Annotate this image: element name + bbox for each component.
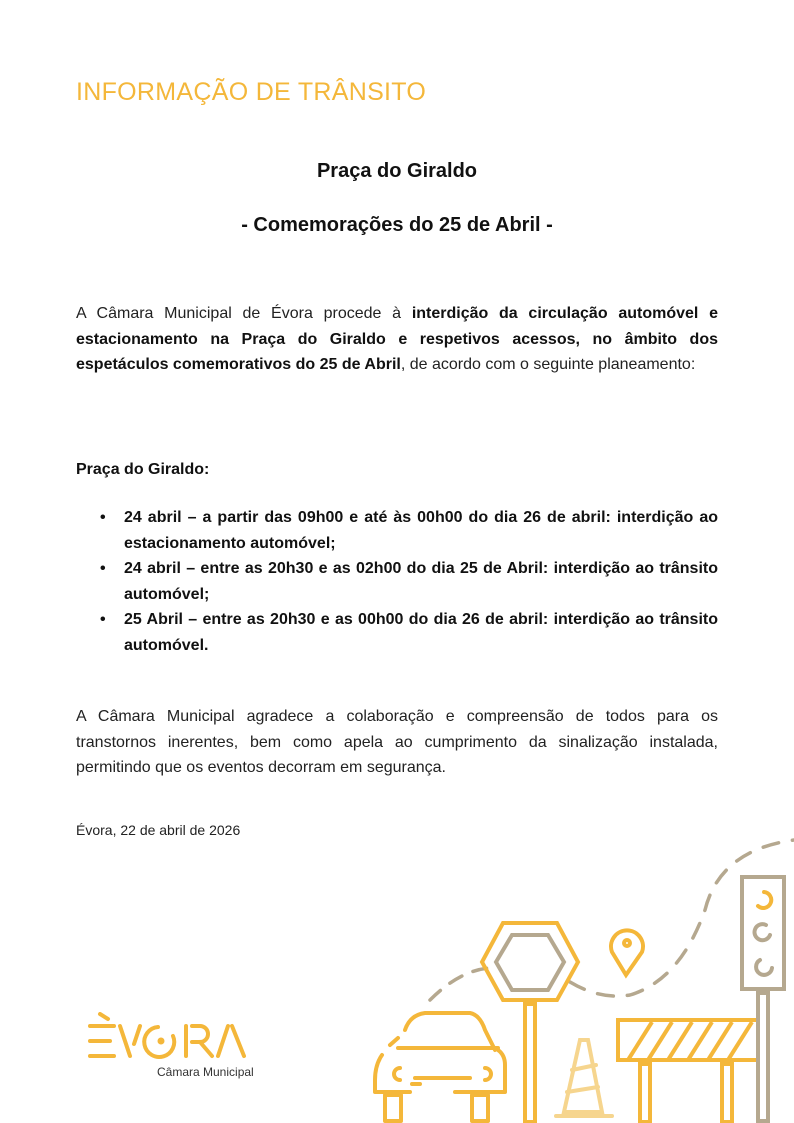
- intro-paragraph: [76, 301, 718, 378]
- schedule-item-text: 24 abril – a partir das 09h00 e até às 00h00 do dia 26 de abril: interdição ao estacionamento automóvel;: [124, 509, 718, 552]
- car-icon: [375, 1013, 505, 1121]
- schedule-item-text: 24 abril – entre as 20h30 e as 02h00 do dia 25 de Abril: interdição ao trânsito automóvel;: [124, 560, 718, 603]
- schedule-item-text: 25 Abril – entre as 20h30 e as 00h00 do dia 26 de abril: interdição ao trânsito automóvel.: [124, 611, 718, 654]
- closing-paragraph: A Câmara Municipal agradece a colaboração e compreensão de todos para os transtornos inerentes, bem como apela ao cumprimento da sinalização instalada, permitindo que os eventos decorram em segurança.: [76, 708, 718, 776]
- page-header-title: INFORMAÇÃO DE TRÂNSITO: [76, 78, 427, 106]
- schedule-item: [100, 505, 718, 556]
- traffic-light-icon: [742, 877, 784, 1121]
- bullet-icon: •: [100, 611, 106, 628]
- traffic-illustration: [360, 830, 794, 1123]
- bullet-icon: •: [100, 560, 106, 577]
- schedule-item: [100, 607, 718, 658]
- schedule-label: Praça do Giraldo:: [76, 461, 210, 478]
- bullet-icon: •: [100, 509, 106, 526]
- schedule-list: [76, 505, 718, 658]
- traffic-cone-icon: [556, 1040, 612, 1116]
- document-date: Évora, 22 de abril de 2026: [76, 822, 241, 838]
- intro-text-1: A Câmara Municipal de Évora procede à: [76, 305, 412, 322]
- intro-text-2: , de acordo com o seguinte planeamento:: [400, 356, 696, 373]
- road-barrier-icon: [618, 1020, 758, 1122]
- intro-bold-text: interdição da circulação automóvel e estacionamento na Praça do Giraldo e respetivos acessos, no âmbito dos espetáculos comemorativos do 25 de Abril: [76, 305, 718, 373]
- event-title: - Comemorações do 25 de Abril -: [241, 214, 553, 236]
- logo-subtitle: Câmara Municipal: [157, 1065, 254, 1079]
- location-pin-icon: [611, 930, 643, 975]
- location-title: Praça do Giraldo: [316, 160, 478, 182]
- schedule-item: [100, 556, 718, 607]
